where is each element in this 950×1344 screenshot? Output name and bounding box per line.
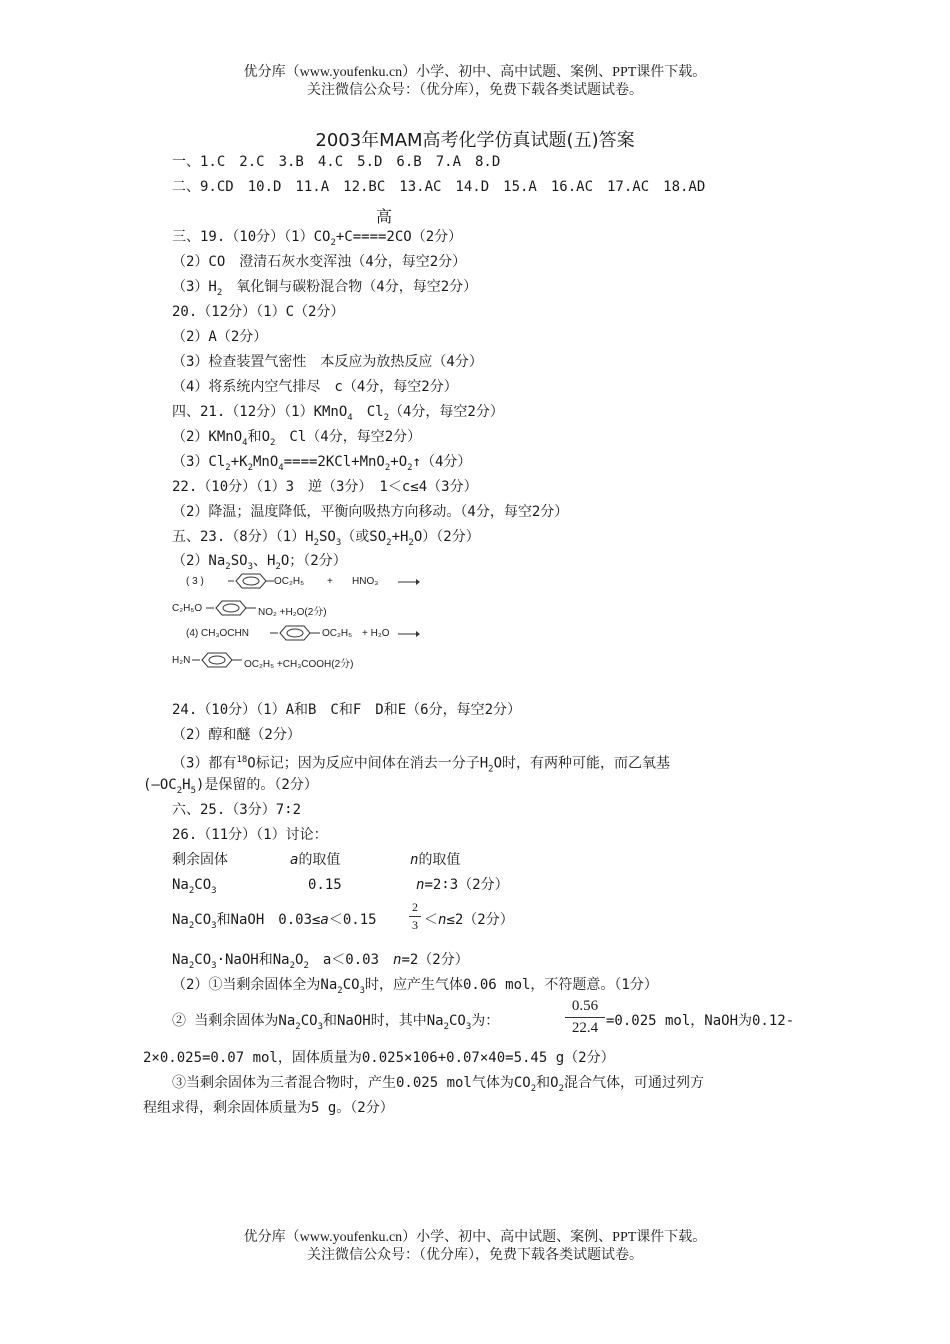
q26-part2-2-line2: 2×0.025=0.07 mol，固体质量为0.025×106+0.07×40=5.45 g（2分） (143, 1050, 615, 1066)
q20-line1: 20.（12分）（1）C（2分） (172, 304, 345, 320)
q26-col-a: a的取值 (290, 852, 341, 868)
q21-line1: 四、21.（12分）（1）KMnO$_4$ $Cl_2(4$分，每空2分） (172, 404, 504, 423)
header-line-1: 优分库（www.youfenku.cn）小学、初中、高中试题、案例、PPT课件下载。 (243, 65, 707, 80)
q26-row1-a: 0.15 (308, 877, 342, 893)
arrow-icon (398, 630, 420, 638)
q26-part2-3-line2: 程组求得，剩余固体质量为5 g。（2分） (143, 1100, 394, 1116)
water-reagent: + H₂O (362, 628, 390, 639)
q26-part2-2-tail: =0.025 mol，NaOH为0.12- (606, 1013, 795, 1029)
q19-line3: $(3)H_2$ 氧化铜与碳粉混合物（4分，每空2分） (172, 279, 478, 298)
q24-line4: $(—OC_2H_5)$是保留的。（2分） (143, 777, 318, 796)
footer-line-2: 关注微信公众号：（优分库），免费下载各类试题试卷。 (307, 1248, 643, 1263)
header-line-2: 关注微信公众号：（优分库），免费下载各类试题试卷。 (307, 83, 643, 98)
fraction-bar (565, 1017, 605, 1018)
fraction-denominator: 3 (412, 918, 418, 932)
reaction-4-label: (4) CH₃OCHN (186, 628, 249, 639)
q26-col-n: n的取值 (410, 852, 461, 868)
q26-part2-1: （2）①当剩余固体全为$Na_2CO_3$时，应产生气体0.06 mol，不符题意。（1分） (172, 977, 658, 996)
ethoxy-group: OC₂H₅ (322, 628, 353, 639)
q22-line1: 22.（10分）（1）3 逆（3分） 1＜c≤4（3分） (172, 479, 478, 495)
q26-col-solid: 剩余固体 (172, 852, 228, 868)
q19-line2: （2）CO 澄清石灰水变浑浊（4分，每空2分） (172, 254, 467, 270)
fraction-mol (565, 998, 605, 1037)
fraction-denominator: 22.4 (571, 1020, 599, 1036)
benzene-ring-icon (206, 600, 266, 616)
q26-part2-2: ② 当剩余固体为$Na_2CO_3$和NaOH时，其中$Na_2CO_3$为： (172, 1013, 500, 1032)
part1-answers: 一、1.C 2.C 3.B 4.C 5.D 6.B 7.A 8.D (172, 154, 501, 170)
benzene-ring-icon (270, 625, 330, 641)
reaction-3-label: ( 3 ) (186, 576, 204, 587)
q19-line1: 三、19.（10分）$(1)CO_2+C====2CO(2$分） (172, 229, 463, 248)
q24-line2: （2）醇和醚（2分） (172, 727, 301, 743)
q26-line1: 26.（11分）（1）讨论： (172, 827, 328, 843)
product-4-left: H₂N (172, 655, 191, 666)
q20-line3: （3）检查装置气密性 本反应为放热反应（4分） (172, 354, 483, 370)
nitric-acid: HNO₃ (352, 576, 379, 587)
fraction-bar (409, 916, 421, 917)
q26-row2: $Na_2CO_3$和NaOH 0.03≤a＜0.15 (172, 912, 377, 931)
product-4-right: OC₂H₅ +CH₃COOH(2分) (244, 659, 354, 670)
fraction-numerator: 0.56 (571, 998, 599, 1014)
fraction-numerator: 2 (412, 900, 418, 914)
q20-line2: （2）A（2分） (172, 329, 268, 345)
q22-line2: （2）降温；温度降低，平衡向吸热方向移动。（4分，每空2分） (172, 504, 569, 520)
q26-row1-n: n=2∶3（2分） (416, 877, 509, 893)
q21-line2: （2）KMnO$_4$和$O_2$ Cl（4分，每空2分） (172, 429, 422, 448)
reaction-condition: 高 (376, 207, 393, 226)
footer-line-1: 优分库（www.youfenku.cn）小学、初中、高中试题、案例、PPT课件下载。 (243, 1230, 707, 1245)
q26-part2-3: ③当剩余固体为三者混合物时，产生0.025 mol气体为$CO_2$和$O_2$混合气体，可通过列方 (172, 1075, 704, 1094)
ethoxy-group: OC₂H₅ (274, 576, 305, 587)
fraction-two-thirds (409, 901, 421, 932)
q20-line4: （4）将系统内空气排尽 c（4分，每空2分） (172, 379, 458, 395)
q23-line1: 五、23.（8分）$(1)H_2SO_3$（或$SO_2+H_2O)(2$分） (172, 529, 480, 548)
part2-answers: 二、9.CD 10.D 11.A 12.BC 13.AC 14.D 15.A 16.AC 17.AC 18.AD (172, 179, 706, 195)
q26-row2-n: ＜n≤2（2分） (424, 912, 514, 928)
q26-row3: $Na_2CO_3\cdot NaOH$和$Na_2O_2$ a＜0.03 n=2（2分） (172, 952, 469, 971)
q24-line3: （3）都有$^{18}$O标记；因为反应中间体在消去一分子$H_2O$时，有两种可能，而乙氧基 (172, 755, 670, 775)
page-title: 2003年MAM高考化学仿真试题(五)答案 (315, 130, 635, 151)
product-3-left: C₂H₅O (172, 603, 203, 614)
q24-line1: 24.（10分）（1）A和B C和F D和E（6分，每空2分） (172, 702, 522, 718)
benzene-ring-icon (192, 652, 252, 668)
q23-line2: $(2)Na_2SO_3$、$H_2O$；（2分） (172, 553, 347, 572)
product-3-right: NO₂ +H₂O(2分) (258, 607, 327, 618)
plus-sign: + (327, 576, 333, 587)
arrow-icon (398, 578, 420, 586)
q26-row1-solid: $Na_2CO_3$ (172, 877, 217, 896)
q25-line: 六、25.（3分）7∶2 (172, 802, 302, 818)
q21-line3: $(3)Cl_2+K_2MnO_4====2KCl+MnO_2+O_2↑(4$分） (172, 454, 472, 473)
